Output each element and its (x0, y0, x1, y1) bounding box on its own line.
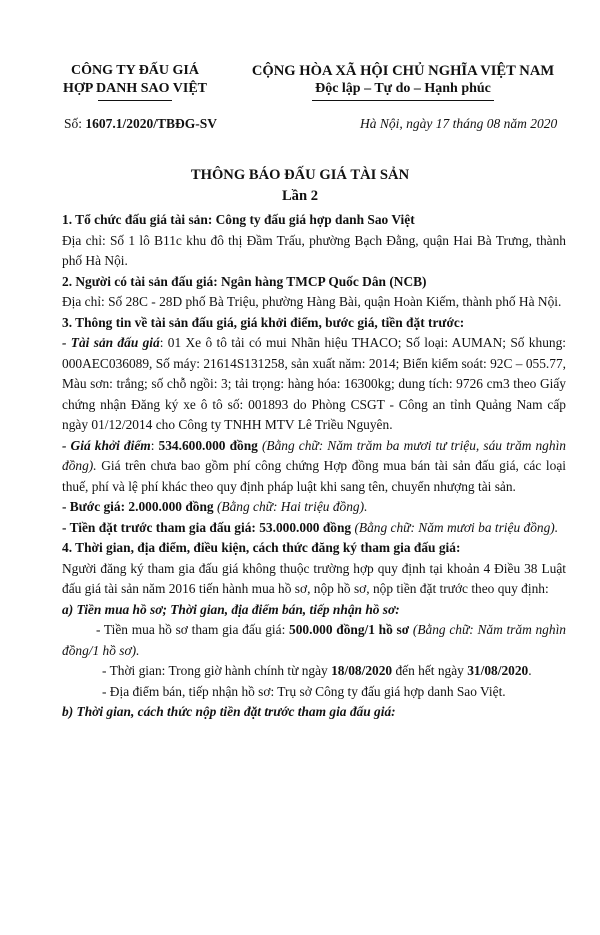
subsection-a-text: Tiền mua hồ sơ; Thời gian, địa điểm bán, tiếp nhận hồ sơ: (76, 601, 400, 617)
starting-price-words: (Bằng chữ: Năm trăm ba mươi tư triệu, sáu trăm nghìn đồng). (62, 437, 566, 473)
document-body (62, 210, 566, 723)
sale-time-to: 31/08/2020 (467, 663, 529, 678)
starting-price-note: Giá trên chưa bao gồm phí công chứng Hợp đồng mua bán tài sản đấu giá, các loại thuế, phí và lệ phí khác theo quy định pháp luật khi sang tên, chuyển nhượng tài sản. (62, 458, 566, 494)
bid-step-words: (Bằng chữ: Hai triệu đồng). (213, 499, 368, 514)
document-number (64, 116, 217, 132)
starting-price-value: 534.600.000 đồng (158, 437, 258, 453)
deposit-words: (Bằng chữ: Năm mươi ba triệu đồng). (351, 519, 559, 535)
sale-time-end: . (528, 663, 532, 678)
asset-description (62, 333, 566, 436)
bid-step-value: 2.000.000 đồng (128, 499, 214, 514)
dossier-fee-label: - Tiền mua hồ sơ tham gia đấu giá: (96, 622, 290, 637)
document-number-label: Số: (64, 116, 86, 131)
page-subtitle: Lần 2 (281, 188, 319, 204)
subsection-a-heading (62, 600, 566, 621)
dossier-fee (62, 620, 566, 661)
section-4-intro: Người đăng ký tham gia đấu giá không thuộc trường hợp quy định tại khoản 4 Điều 38 Luật đấu giá tài sản năm 2016 tiến hành mua hồ sơ, nộp hồ sơ, nộp tiền đặt trước theo quy định: (62, 560, 566, 596)
subsection-b-label: b) (62, 704, 77, 719)
sale-time-from: 18/08/2020 (331, 663, 393, 678)
company-name-line1: CÔNG TY ĐẤU GIÁ (71, 63, 199, 78)
section-1-address: Địa chỉ: Số 1 lô B11c khu đô thị Đầm Trấu, phường Bạch Đằng, quận Hai Bà Trưng, thành phố Hà Nội. (62, 232, 566, 268)
asset-text: : 01 Xe ô tô tải có mui Nhãn hiệu THACO; Số loại: AUMAN; Số khung: 000AEC036089, Số máy: 21614S131258, sản xuất năm: 2014; Biển kiểm soát: 92C – 055.77, Màu sơn: trắng; số chỗ ngồi: 3; tải trọng: hàng hóa: 16300kg; dung tích: 9726 cm3 theo Giấy chứng nhận Đăng ký xe ô tô số: 001893 do Phòng CSGT - Công an tỉnh Quảng Nam cấp ngày 01/12/2014 cho Công ty TNHH MTV Lê Triều Nguyên. (62, 335, 566, 432)
deposit (62, 518, 566, 539)
starting-price-separator: : (150, 437, 159, 453)
sale-place: - Địa điểm bán, tiếp nhận hồ sơ: Trụ sở Công ty đấu giá hợp danh Sao Việt. (102, 683, 506, 699)
company-name-line2: HỢP DANH SAO VIỆT (62, 81, 208, 96)
section-1-heading: 1. Tổ chức đấu giá tài sản: Công ty đấu giá hợp danh Sao Việt (62, 212, 415, 227)
subsection-a-label: a) (62, 601, 77, 617)
section-4-heading: 4. Thời gian, địa điểm, điều kiện, cách thức đăng ký tham gia đấu giá: (62, 540, 461, 555)
section-2-heading: 2. Người có tài sản đấu giá: Ngân hàng TMCP Quốc Dân (NCB) (62, 273, 427, 289)
sale-time-mid: đến hết ngày (392, 663, 468, 678)
section-3-heading: 3. Thông tin về tài sản đấu giá, giá khởi điểm, bước giá, tiền đặt trước: (62, 314, 465, 330)
company-underline (98, 100, 172, 101)
sale-time-label: - Thời gian: Trong giờ hành chính từ ngày (102, 663, 332, 678)
national-header (228, 62, 578, 98)
bid-step (62, 497, 566, 518)
sale-time (62, 661, 566, 682)
subsection-b-heading (62, 702, 566, 723)
subsection-b-text: Thời gian, cách thức nộp tiền đặt trước tham gia đấu giá: (76, 704, 396, 719)
dossier-fee-words: (Bằng chữ: Năm trăm nghìn đồng/1 hồ sơ). (62, 622, 566, 658)
bid-step-label: - Bước giá: (62, 499, 129, 514)
nation-title: CỘNG HÒA XÃ HỘI CHỦ NGHĨA VIỆT NAM (251, 63, 555, 79)
company-name (60, 62, 210, 98)
starting-price-label: - Giá khởi điểm (62, 437, 151, 453)
document-date: Hà Nội, ngày 17 tháng 08 năm 2020 (360, 116, 558, 131)
nation-motto: Độc lập – Tự do – Hạnh phúc (315, 81, 491, 96)
document-number-value: 1607.1/2020/TBĐG-SV (85, 116, 218, 131)
deposit-value: 53.000.000 đồng (259, 519, 352, 535)
starting-price (62, 436, 566, 498)
motto-underline (312, 100, 494, 101)
asset-label: - Tài sản đấu giá (62, 335, 160, 350)
deposit-label: - Tiền đặt trước tham gia đấu giá: (62, 519, 260, 535)
section-2-address: Địa chỉ: Số 28C - 28D phố Bà Triệu, phường Hàng Bài, quận Hoàn Kiếm, thành phố Hà Nội. (62, 294, 562, 309)
dossier-fee-value: 500.000 đồng/1 hồ sơ (289, 622, 410, 637)
page-title: THÔNG BÁO ĐẤU GIÁ TÀI SẢN (190, 167, 410, 183)
